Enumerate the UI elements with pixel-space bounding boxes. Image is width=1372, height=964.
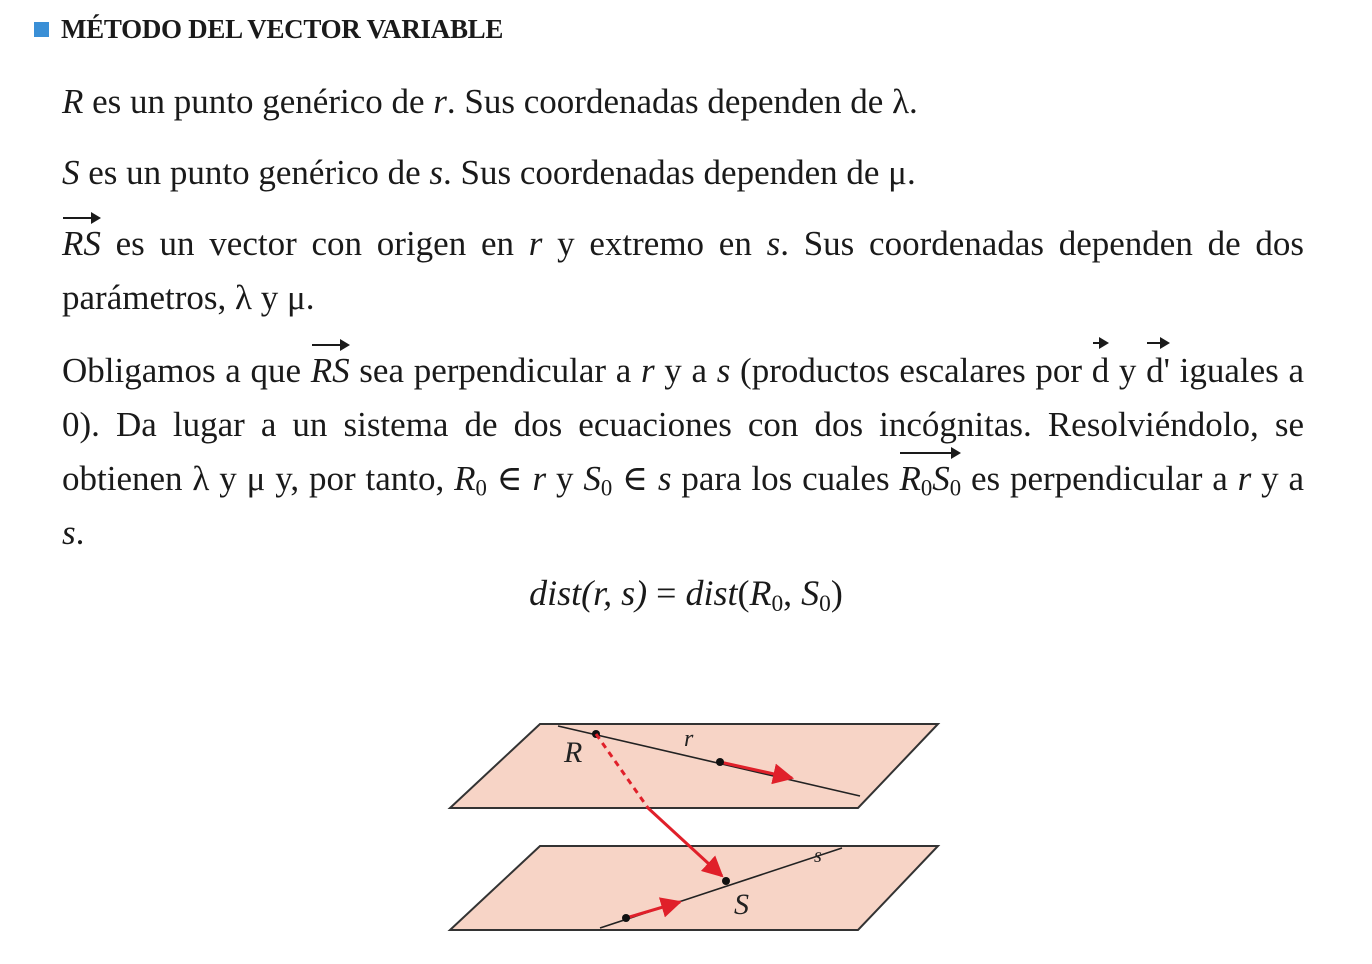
subscript: 0 [819,590,831,617]
vector-d: d [1092,344,1110,398]
symbol-mu: μ [888,152,907,192]
text: . [906,152,916,192]
label-R: R [564,736,583,769]
text: y extremo en [542,224,767,263]
symbol-r: r [532,459,547,498]
text: Obligamos a que [62,350,311,390]
subscript: 0 [920,475,933,501]
text: para los cuales [671,459,900,498]
formula-dist: dist [685,573,738,613]
symbol-mu: μ [246,459,266,498]
text: y a [1251,459,1304,498]
subscript: 0 [949,475,962,501]
text: es un punto genérico de [79,152,430,192]
symbol-r: r [528,224,543,263]
symbol-lambda: λ [192,459,210,498]
paragraph-vector-rs [62,217,1304,326]
text: . [75,513,85,553]
text: . [909,82,918,121]
upper-plane [450,724,938,808]
symbol-S0: S [583,459,601,498]
text: sea perpendicular a [349,350,641,390]
subscript: 0 [600,475,613,501]
vector-R0S0 [899,452,961,506]
symbol-s: s [62,513,76,553]
vector-RS: RS [311,344,350,398]
subscript: 0 [771,590,784,617]
symbol-lambda: λ [234,278,252,318]
text: (productos escalares por [730,350,1092,390]
text: es un punto genérico de [83,82,434,121]
lower-plane [450,846,938,930]
text: y [546,459,584,498]
symbol-mu: μ [286,278,306,318]
formula-S: S [801,573,820,613]
symbol-S: S [62,152,80,192]
text: . Sus coordenadas dependen de [446,82,893,121]
vector-d-prime: d' [1146,344,1170,398]
text: y, por tanto, [265,459,455,498]
symbol-s: s [429,152,444,192]
label-s: s [814,845,822,867]
symbol-in: ∈ [612,459,658,498]
label-r: r [684,726,694,752]
symbol-s: s [766,224,781,263]
symbol-R: R [62,82,84,121]
formula-equals: = [647,573,686,613]
paragraph-point-s [62,147,1304,200]
section-bullet-icon [34,22,49,37]
text: y a [654,350,717,390]
text: y [209,459,247,498]
symbol-s: s [657,459,672,498]
symbol-S: S [932,459,950,498]
text: . Sus coordenadas dependen de [443,152,889,192]
text: es perpendicular a [961,459,1238,498]
formula-args: (r, s) [581,573,648,613]
text: es un vector con origen en [100,224,529,263]
main-text [62,76,1304,579]
symbol-R: R [899,459,921,498]
symbol-r: r [433,82,447,121]
vector-RS: RS [62,217,101,271]
formula-paren: ( [737,573,750,613]
section-title: MÉTODO DEL VECTOR VARIABLE [61,14,504,44]
planes-diagram [440,716,950,944]
subscript: 0 [475,475,487,501]
label-S: S [734,888,749,921]
paragraph-perpendicular [62,344,1304,561]
text: y [1109,350,1147,390]
symbol-r: r [1237,459,1252,498]
formula-comma: , [783,573,802,613]
text: iguales a 0). Da lugar a un sistema de dos ecuaciones con dos incógnitas. Resolviéndolo, se obtienen [62,350,1304,498]
symbol-R0: R [454,459,476,498]
point-on-r [716,758,724,766]
symbol-lambda: λ [892,82,910,121]
symbol-in: ∈ [486,459,533,498]
formula-R: R [749,573,772,613]
paragraph-point-r [62,76,1304,129]
text: y [251,278,287,318]
text: . Sus coordenadas dependen de dos parámetros, [62,224,1304,318]
formula-paren: ) [830,573,843,613]
symbol-s: s [716,350,731,390]
distance-formula [0,572,1372,618]
text: . [305,278,315,318]
point-on-s [622,914,630,922]
formula-dist: dist [529,573,582,613]
point-S [722,877,730,885]
section-header [34,14,503,45]
symbol-r: r [641,350,655,390]
